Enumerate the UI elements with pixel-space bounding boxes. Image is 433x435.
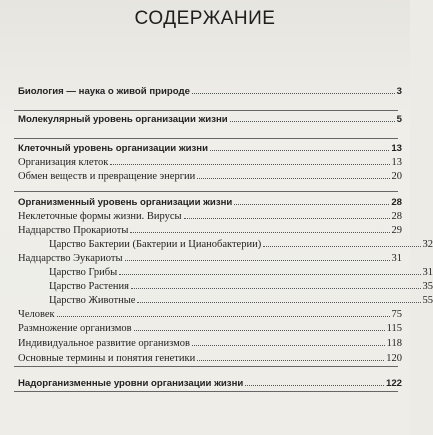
toc-entry-title: Надцарство Прокариоты xyxy=(18,225,129,236)
toc-entry-page: 122 xyxy=(385,378,402,389)
toc-entry[interactable] xyxy=(14,112,402,126)
leader-dots xyxy=(234,195,389,205)
toc-entry-page: 29 xyxy=(391,225,402,236)
toc-entry[interactable] xyxy=(14,223,402,237)
leader-dots xyxy=(263,237,420,247)
toc-entry-page: 120 xyxy=(386,353,402,364)
leader-dots xyxy=(137,293,420,303)
toc-entry[interactable] xyxy=(14,321,402,335)
toc-entry[interactable] xyxy=(14,293,433,307)
toc-entry-page: 13 xyxy=(391,157,402,168)
toc-entry-page: 20 xyxy=(391,171,402,182)
toc-entry[interactable] xyxy=(14,84,402,98)
toc-entry-title: Царство Растения xyxy=(49,281,129,292)
toc-entry-page: 28 xyxy=(391,211,402,222)
toc-entry-page: 115 xyxy=(386,323,402,334)
divider-2 xyxy=(14,138,398,139)
leader-dots xyxy=(110,155,389,165)
toc-entry-title: Клеточный уровень организации жизни xyxy=(18,143,208,154)
toc-entry[interactable] xyxy=(14,155,402,169)
leader-dots xyxy=(119,265,420,275)
toc-entry[interactable] xyxy=(14,279,433,293)
toc-entry-page: 28 xyxy=(391,197,402,208)
toc-entry[interactable] xyxy=(14,195,402,209)
toc-entry-title: Организация клеток xyxy=(18,157,109,168)
toc-entry-page: 55 xyxy=(422,295,433,306)
leader-dots xyxy=(57,307,390,317)
toc-entry[interactable] xyxy=(14,209,402,223)
toc-entry[interactable] xyxy=(14,141,402,155)
toc-entry-title: Молекулярный уровень организации жизни xyxy=(18,114,228,125)
toc-entry-page: 13 xyxy=(391,143,402,154)
toc-entry-title: Биология — наука о живой природе xyxy=(18,86,190,97)
toc-entry-title: Царство Животные xyxy=(49,295,136,306)
toc-entry-title: Индивидуальное развитие организмов xyxy=(18,338,190,349)
divider-3 xyxy=(14,191,398,192)
leader-dots xyxy=(197,351,384,361)
leader-dots xyxy=(192,84,395,94)
toc-entry-page: 35 xyxy=(422,281,433,292)
toc-entry[interactable] xyxy=(14,169,402,183)
toc-entry-page: 118 xyxy=(386,338,402,349)
toc-entry[interactable] xyxy=(14,351,402,365)
toc-entry[interactable] xyxy=(14,251,402,265)
leader-dots xyxy=(210,141,389,151)
toc-entry[interactable] xyxy=(14,376,402,390)
leader-dots xyxy=(131,279,421,289)
leader-dots xyxy=(125,251,390,261)
leader-dots xyxy=(197,169,389,179)
toc-entry-title: Человек xyxy=(18,309,55,320)
toc-entry-title: Царство Грибы xyxy=(49,267,118,278)
toc-entry-page: 3 xyxy=(396,86,402,97)
leader-dots xyxy=(134,321,385,331)
toc-entry-page: 75 xyxy=(391,309,402,320)
leader-dots xyxy=(245,376,384,386)
toc-entry[interactable] xyxy=(14,307,402,321)
leader-dots xyxy=(230,112,395,122)
leader-dots xyxy=(130,223,389,233)
divider-5 xyxy=(14,391,398,392)
toc-entry-page: 5 xyxy=(396,114,402,125)
toc-entry[interactable] xyxy=(14,265,433,279)
toc-entry-title: Организменный уровень организации жизни xyxy=(18,197,233,208)
toc-entry-title: Царство Бактерии (Бактерии и Цианобактерии) xyxy=(49,239,262,250)
toc-entry-title: Обмен веществ и превращение энергии xyxy=(18,171,196,182)
toc-entry-title: Надорганизменные уровни организации жизни xyxy=(18,378,244,389)
page-title: СОДЕРЖАНИЕ xyxy=(134,8,276,29)
toc-entry[interactable] xyxy=(14,237,433,251)
toc-entry-title: Размножение организмов xyxy=(18,323,132,334)
toc-entry-title: Надцарство Эукариоты xyxy=(18,253,123,264)
toc-entry-title: Неклеточные формы жизни. Вирусы xyxy=(18,211,182,222)
divider-4 xyxy=(14,366,398,367)
toc-entry[interactable] xyxy=(14,336,402,350)
toc-entry-page: 32 xyxy=(422,239,433,250)
toc-entry-page: 31 xyxy=(391,253,402,264)
toc-entry-page: 31 xyxy=(422,267,433,278)
divider-1 xyxy=(14,110,398,111)
leader-dots xyxy=(192,336,385,346)
toc-entry-title: Основные термины и понятия генетики xyxy=(18,353,196,364)
leader-dots xyxy=(184,209,390,219)
